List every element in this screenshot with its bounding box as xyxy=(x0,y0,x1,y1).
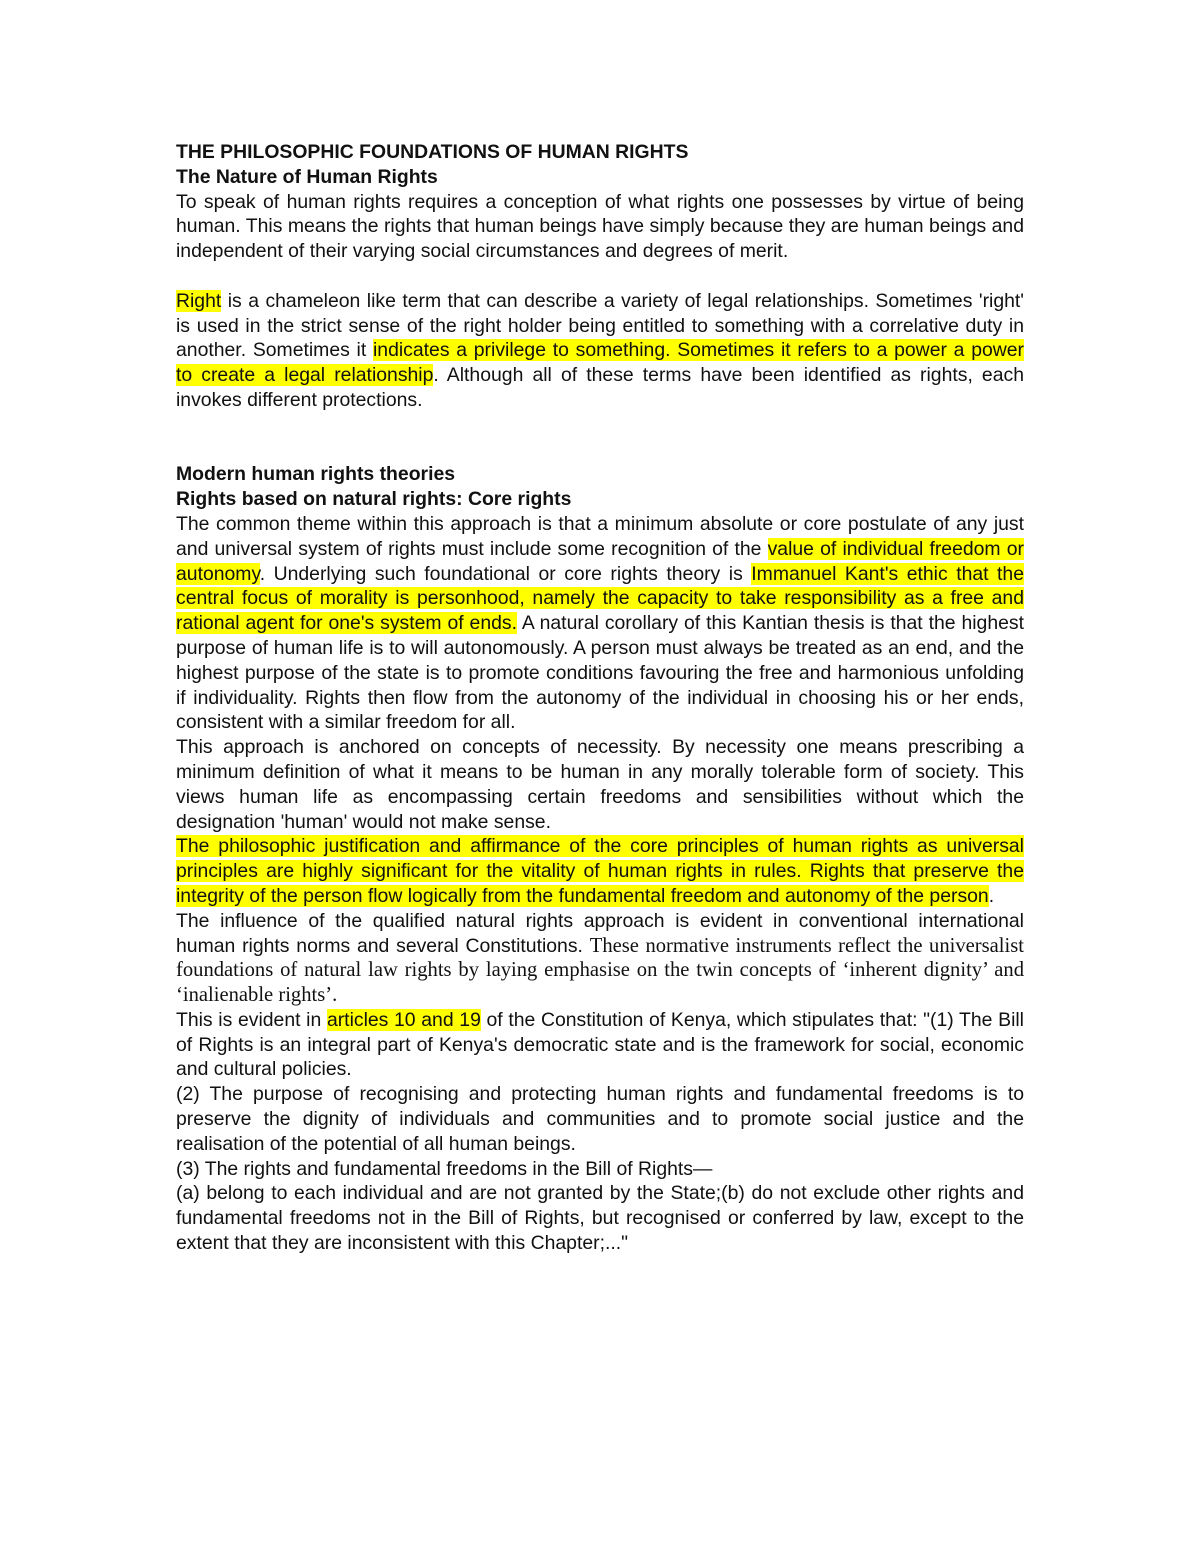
text-run: . Underlying such foundational or core rights theory is xyxy=(259,562,752,585)
text-run: This is evident in xyxy=(176,1008,327,1031)
paragraph-constitution-kenya xyxy=(176,1008,1024,1082)
highlight: indicates a privilege to something. Sometimes it refers to a power a power to create a legal relationship xyxy=(176,339,1025,387)
text-run: A natural corollary of this Kantian thesis is that the highest purpose of human life is to will autonomously. A person must always be treated as an end, and the highest purpose of the state is to promote conditions favouring the free and harmonious unfolding if individuality. Rights then flow from the autonomy of the individual in choosing his or her ends, consistent with a similar freedom for all. xyxy=(176,612,1024,734)
paragraph-right-definition xyxy=(176,289,1024,413)
spacer xyxy=(176,413,1024,463)
text-run: These normative instruments reflect the universalist foundations of natural law rights by laying emphasise on the twin concepts of ‘inherent dignity’ and ‘inalienable rights’. xyxy=(176,934,1024,1007)
paragraph-qualified-natural-rights xyxy=(176,909,1024,1008)
highlight: articles 10 and 19 xyxy=(326,1008,481,1031)
paragraph-necessity: This approach is anchored on concepts of necessity. By necessity one means prescribing a minimum definition of what it means to be human in any morally tolerable form of society. This views human life as encompassing certain freedoms and sensibilities without which the designation 'human' would not make sense. xyxy=(176,736,1024,833)
document-page xyxy=(176,140,1024,1256)
text-run: The common theme within this approach is that a minimum absolute or core postulate of any just and universal system of rights must include some recognition of the xyxy=(176,512,1024,560)
text-run: . xyxy=(988,884,995,907)
highlight: Immanuel Kant's ethic that the central focus of morality is personhood, namely the capacity to take responsibility as a free and rational agent for one's system of ends. xyxy=(176,562,1024,635)
paragraph-philosophic-justification xyxy=(176,834,1024,908)
spacer xyxy=(176,264,1024,289)
text-run: . Although all of these terms have been identified as rights, each invokes different protections. xyxy=(176,364,1024,411)
paragraph-clause-3a: (a) belong to each individual and are not granted by the State;(b) do not exclude other rights and fundamental freedoms not in the Bill of Rights, but recognised or conferred by law, except to the extent that they are inconsistent with this Chapter;..." xyxy=(176,1182,1024,1255)
text-run: of the Constitution of Kenya, which stipulates that: "(1) The Bill of Rights is an integral part of Kenya's democratic state and is the framework for social, economic and cultural policies. xyxy=(176,1008,1024,1081)
paragraph-clause-3: (3) The rights and fundamental freedoms in the Bill of Rights— xyxy=(176,1157,713,1180)
paragraph-common-theme xyxy=(176,512,1024,735)
text-run: The influence of the qualified natural rights approach is evident in conventional international human rights norms and several Constitutions. xyxy=(176,909,1024,957)
document-title: THE PHILOSOPHIC FOUNDATIONS OF HUMAN RIGHTS xyxy=(176,141,689,163)
section-heading-nature: The Nature of Human Rights xyxy=(176,165,438,188)
paragraph-nature-intro: To speak of human rights requires a conception of what rights one possesses by virtue of being human. This means the rights that human beings have simply because they are human beings and independent of their varying social circumstances and degrees of merit. xyxy=(176,190,1024,263)
highlight: Right xyxy=(176,289,222,312)
highlight: value of individual freedom or autonomy xyxy=(176,537,1024,585)
text-run: is a chameleon like term that can describe a variety of legal relationships. Sometimes 'right' is used in the strict sense of the right holder being entitled to something with a correlative duty in another. Sometimes it xyxy=(176,289,1024,362)
paragraph-clause-2: (2) The purpose of recognising and protecting human rights and fundamental freedoms is to preserve the dignity of individuals and communities and to promote social justice and the realisation of the potential of all human beings. xyxy=(176,1083,1024,1155)
highlight: The philosophic justification and affirmance of the core principles of human rights as universal principles are highly significant for the vitality of human rights in rules. Rights that preserve the integrity of the person flow logically from the fundamental freedom and autonomy of the person xyxy=(176,835,1024,907)
section-heading-modern-theories: Modern human rights theories xyxy=(176,463,456,486)
subheading-core-rights: Rights based on natural rights: Core rights xyxy=(176,488,572,511)
